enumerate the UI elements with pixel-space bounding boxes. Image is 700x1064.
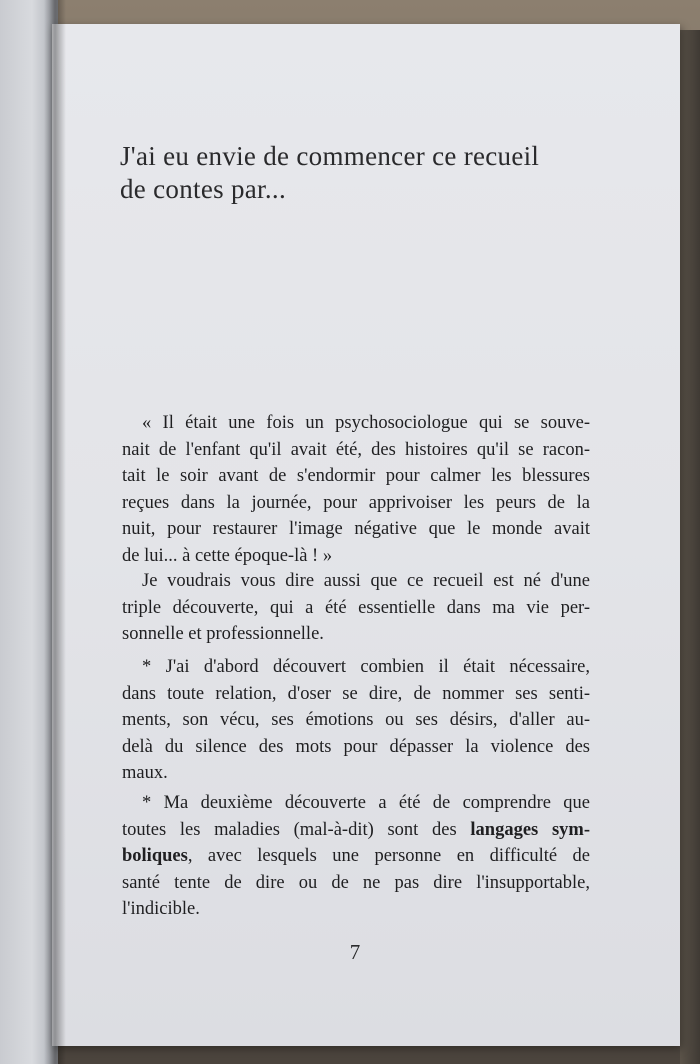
text-line: dans toute relation, d'oser se dire, de nommer ses senti- [122,683,590,704]
text-line: de lui... à cette époque-là ! » [122,545,333,566]
text-line: * Ma deuxième découverte a été de comprendre que [142,793,590,813]
text-line: « Il était une fois un psychosociologue qui se souve- [142,413,590,433]
book-edge [680,30,700,1064]
text-line: Je voudrais vous dire aussi que ce recueil est né d'une [142,571,590,591]
paragraph-second-discovery [122,790,590,923]
text-span: toutes les maladies (mal-à-dit) sont des [122,819,471,840]
page-number: 7 [349,940,361,964]
text-line: sonnelle et professionnelle. [122,624,324,644]
bold-text: boliques [122,846,188,866]
chapter-heading [120,140,590,206]
heading-line: J'ai eu envie de commencer ce recueil [120,141,540,171]
text-line: * J'ai d'abord découvert combien il était nécessaire, [142,657,590,677]
text-line [122,843,590,870]
text-line: delà du silence des mots pour dépasser la violence des [122,736,590,757]
text-line: santé tente de dire ou de ne pas dire l'insupportable, [122,872,590,893]
text-line: reçues dans la journée, pour apprivoiser les peurs de la [122,492,590,513]
text-line: l'indicible. [122,899,200,919]
text-line: tait le soir avant de s'endormir pour calmer les blessures [122,466,590,486]
text-line: nait de l'enfant qu'il avait été, des histoires qu'il se racon- [122,439,590,460]
text-line: ments, son vécu, ses émotions ou ses désirs, d'aller au- [122,710,590,730]
text-line: maux. [122,763,168,783]
text-line [122,817,590,844]
paragraph-first-discovery [122,654,590,787]
bold-text: langages sym- [470,819,590,840]
paragraph-intro [122,410,590,569]
heading-line: de contes par... [120,174,286,204]
text-line: triple découverte, qui a été essentielle dans ma vie per- [122,597,590,618]
text-line: nuit, pour restaurer l'image négative que le monde avait [122,519,590,539]
text-span: , avec lesquels une personne en difficulté de [187,846,590,866]
spine-shadow [44,0,66,1064]
paragraph-triple-discovery [122,568,590,648]
